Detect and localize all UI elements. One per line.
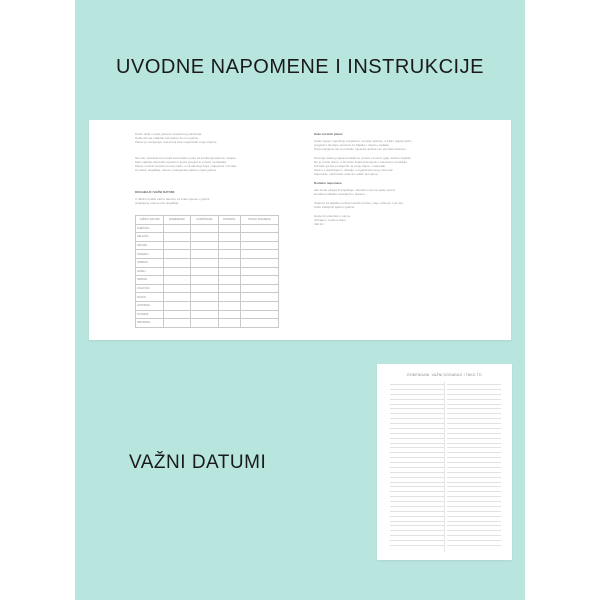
table-row (136, 284, 279, 293)
empty-cell (191, 293, 219, 302)
empty-cell (240, 319, 278, 328)
writing-line (447, 472, 501, 473)
empty-cell (191, 310, 219, 319)
empty-cell (218, 310, 240, 319)
writing-line (447, 496, 501, 497)
writing-line (447, 491, 501, 492)
empty-cell (164, 284, 191, 293)
writing-line (447, 443, 501, 444)
table-row (136, 250, 279, 259)
empty-cell (218, 224, 240, 233)
writing-line (447, 506, 501, 507)
writing-line (390, 467, 444, 468)
heading-instructions: UVODNE NAPOMENE I INSTRUKCIJE (116, 56, 484, 78)
writing-line (390, 525, 444, 526)
writing-line (447, 408, 501, 409)
column-header: OSTALI DOGAĐAJI (240, 216, 278, 225)
section-title: DOGAĐAJI I VAŽNI DATUMI (135, 190, 175, 194)
month-cell: LISTOPAD (136, 301, 164, 310)
empty-cell (191, 250, 219, 259)
writing-line (447, 511, 501, 512)
empty-cell (218, 267, 240, 276)
block-line: Uživajte u svakom danu. (314, 218, 347, 222)
important-dates-table (135, 215, 279, 328)
block-line: Sretno s planiranjem i uživajte u organizaciji svog vremena! (314, 168, 393, 172)
month-cell: SIJEČANJ (136, 224, 164, 233)
writing-line (447, 501, 501, 502)
block-line: Ako imate pitanja ili prijedloge, slobodno nam se javite putem (314, 188, 396, 192)
writing-line (390, 452, 444, 453)
column-header: ROĐENDANI (164, 216, 191, 225)
empty-cell (240, 224, 278, 233)
writing-line (390, 486, 444, 487)
empty-cell (164, 319, 191, 328)
empty-cell (240, 284, 278, 293)
writing-line (390, 530, 444, 531)
empty-cell (218, 250, 240, 259)
writing-line (390, 462, 444, 463)
empty-cell (164, 276, 191, 285)
empty-cell (218, 258, 240, 267)
block-line: želite zabilježiti tijekom godine. (314, 205, 356, 209)
block-line: kontakt podataka navedenih u planeru. (314, 192, 366, 196)
writing-line (447, 516, 501, 517)
writing-line (447, 394, 501, 395)
writing-line (447, 413, 501, 414)
empty-cell (191, 319, 219, 328)
planner-spread (89, 120, 511, 340)
block-line: Zapamtite: mali koraci vode do velikih promjena. (314, 172, 379, 176)
writing-line (390, 438, 444, 439)
section (135, 190, 275, 205)
writing-line (390, 472, 444, 473)
empty-cell (164, 267, 191, 276)
block-line: pregledi s dovoljno prostora za bilješke i dnevne zadatke. (314, 143, 391, 147)
empty-cell (218, 241, 240, 250)
empty-cell (218, 301, 240, 310)
table-row (136, 258, 279, 267)
body-line: Na ovim stranicama pronaći ćete kratke upute za korištenje planera, savjete (135, 156, 236, 160)
month-cell: PROSINAC (136, 319, 164, 328)
empty-cell (164, 301, 191, 310)
writing-line (390, 511, 444, 512)
block-line: Vaš tim (314, 222, 324, 226)
block-line: Koristite ga kao podsjetnik na svoje ciljeve i napredak. (314, 164, 386, 168)
body-line: kako najbolje iskoristiti mjesečni i tjedni pregled te prostor za bilješke. (135, 160, 228, 164)
writing-line (447, 447, 501, 448)
empty-cell (191, 258, 219, 267)
empty-cell (164, 241, 191, 250)
writing-line (390, 433, 444, 434)
writing-line (390, 457, 444, 458)
mockup-background (75, 0, 525, 600)
empty-cell (218, 233, 240, 242)
important-dates-card (377, 364, 512, 560)
table-header-row (136, 216, 279, 225)
writing-line (447, 545, 501, 546)
month-cell: TRAVANJ (136, 250, 164, 259)
body-line: za važne događaje, rokove i podsjetnike tijekom cijele godine. (135, 168, 218, 172)
empty-cell (191, 276, 219, 285)
month-cell: SRPANJ (136, 276, 164, 285)
heading-important-dates: VAŽNI DATUMI (129, 452, 267, 473)
writing-line (390, 501, 444, 502)
section-line: U tablicu upišite važne datume za svaki mjesec u godini, (135, 197, 211, 201)
writing-line (447, 433, 501, 434)
table-row (136, 233, 279, 242)
empty-cell (240, 241, 278, 250)
empty-cell (218, 284, 240, 293)
writing-line (447, 384, 501, 385)
empty-cell (191, 241, 219, 250)
table-row (136, 301, 279, 310)
text-block (314, 156, 464, 176)
text-block (314, 201, 464, 209)
writing-line (390, 428, 444, 429)
text-block (314, 181, 464, 196)
lined-column (390, 384, 444, 550)
empty-cell (164, 250, 191, 259)
empty-cell (240, 310, 278, 319)
empty-cell (191, 284, 219, 293)
writing-line (447, 482, 501, 483)
empty-cell (191, 233, 219, 242)
writing-line (447, 467, 501, 468)
writing-line (390, 443, 444, 444)
writing-line (390, 404, 444, 405)
writing-line (447, 423, 501, 424)
block-line: Svaki mjesec započinje pregledom na dvije stranice, a zatim slijede tjedni (314, 139, 412, 143)
empty-cell (240, 258, 278, 267)
right-page (300, 120, 511, 340)
intro-line: Planer je namijenjen svima koji žele organizirati svoje vrijeme. (135, 140, 218, 144)
writing-line (390, 399, 444, 400)
column-header: VAŽNIJI DATUMI (136, 216, 164, 225)
writing-line (390, 447, 444, 448)
empty-cell (240, 301, 278, 310)
empty-cell (164, 310, 191, 319)
empty-cell (164, 224, 191, 233)
block-line: što je prošlo dobro, a što biste željeli promijeniti u narednom razdoblju. (314, 160, 408, 164)
writing-line (447, 540, 501, 541)
writing-line (390, 418, 444, 419)
writing-line (390, 535, 444, 536)
body-text (135, 156, 275, 172)
column-divider (444, 382, 445, 552)
block-title: Dodatne napomene (314, 181, 342, 185)
writing-line (390, 496, 444, 497)
month-cell: LIPANJ (136, 267, 164, 276)
text-block (314, 214, 464, 226)
month-cell: VELJAČA (136, 233, 164, 242)
writing-line (447, 525, 501, 526)
left-page (89, 120, 300, 340)
writing-line (390, 413, 444, 414)
instructions-text (314, 132, 464, 231)
writing-line (447, 486, 501, 487)
block-line: Stranice za bilješke možete koristiti za liste, ideje, planove i sve što (314, 201, 403, 205)
card-title: ROĐENDANI, VAŽNI DOGAĐAJI I TAKO TO (407, 373, 482, 377)
intro-line: Hvala što ste odabrali naš planer za ovu godinu. (135, 136, 200, 140)
empty-cell (240, 276, 278, 285)
writing-line (447, 462, 501, 463)
writing-line (390, 521, 444, 522)
table-row (136, 293, 279, 302)
writing-line (447, 530, 501, 531)
writing-line (447, 404, 501, 405)
empty-cell (191, 224, 219, 233)
block-title: Kako koristiti planer (314, 132, 343, 136)
empty-cell (240, 293, 278, 302)
lined-column (447, 384, 501, 550)
empty-cell (164, 258, 191, 267)
empty-cell (240, 250, 278, 259)
empty-cell (240, 267, 278, 276)
writing-line (390, 394, 444, 395)
writing-line (390, 516, 444, 517)
empty-cell (240, 233, 278, 242)
table-row (136, 241, 279, 250)
intro-line: Dobro došli u svijet planera i kreativnog planiranja. (135, 132, 203, 136)
writing-line (447, 457, 501, 458)
intro-text (135, 132, 275, 144)
month-cell: RUJAN (136, 293, 164, 302)
block-line: Na kraju svakog mjeseca nalazi se prostor za osvrt, gdje možete zapisati (314, 156, 411, 160)
section-line: podijeljene prema vrsti događaja. (135, 201, 180, 205)
table-row (136, 310, 279, 319)
writing-line (447, 477, 501, 478)
month-cell: OŽUJAK (136, 241, 164, 250)
table-row (136, 319, 279, 328)
writing-line (447, 535, 501, 536)
writing-line (390, 423, 444, 424)
table-row (136, 267, 279, 276)
empty-cell (164, 233, 191, 242)
month-cell: KOLOVOZ (136, 284, 164, 293)
column-header: GODIŠNJICE (191, 216, 219, 225)
writing-line (447, 399, 501, 400)
writing-line (390, 506, 444, 507)
table-row (136, 276, 279, 285)
writing-line (447, 452, 501, 453)
writing-line (390, 482, 444, 483)
writing-line (447, 438, 501, 439)
writing-line (390, 540, 444, 541)
writing-line (390, 389, 444, 390)
writing-line (390, 491, 444, 492)
empty-cell (191, 301, 219, 310)
empty-cell (218, 276, 240, 285)
writing-line (390, 477, 444, 478)
block-line: Preporučujemo da na početku mjeseca upišete sve poznate obaveze. (314, 147, 407, 151)
body-line: Planer možete koristiti na svoj način, uz dodavanje boja, naljepnica i oznaka (135, 164, 237, 168)
block-line: Hvala što planirate s nama. (314, 214, 351, 218)
empty-cell (191, 267, 219, 276)
writing-line (447, 389, 501, 390)
month-cell: STUDENI (136, 310, 164, 319)
writing-line (390, 545, 444, 546)
empty-cell (218, 319, 240, 328)
writing-line (390, 384, 444, 385)
writing-line (447, 521, 501, 522)
writing-line (447, 418, 501, 419)
empty-cell (164, 293, 191, 302)
column-header: PRAZNICI (218, 216, 240, 225)
text-block (314, 132, 464, 151)
writing-line (390, 408, 444, 409)
empty-cell (218, 293, 240, 302)
month-cell: SVIBANJ (136, 258, 164, 267)
writing-line (447, 428, 501, 429)
table-row (136, 224, 279, 233)
